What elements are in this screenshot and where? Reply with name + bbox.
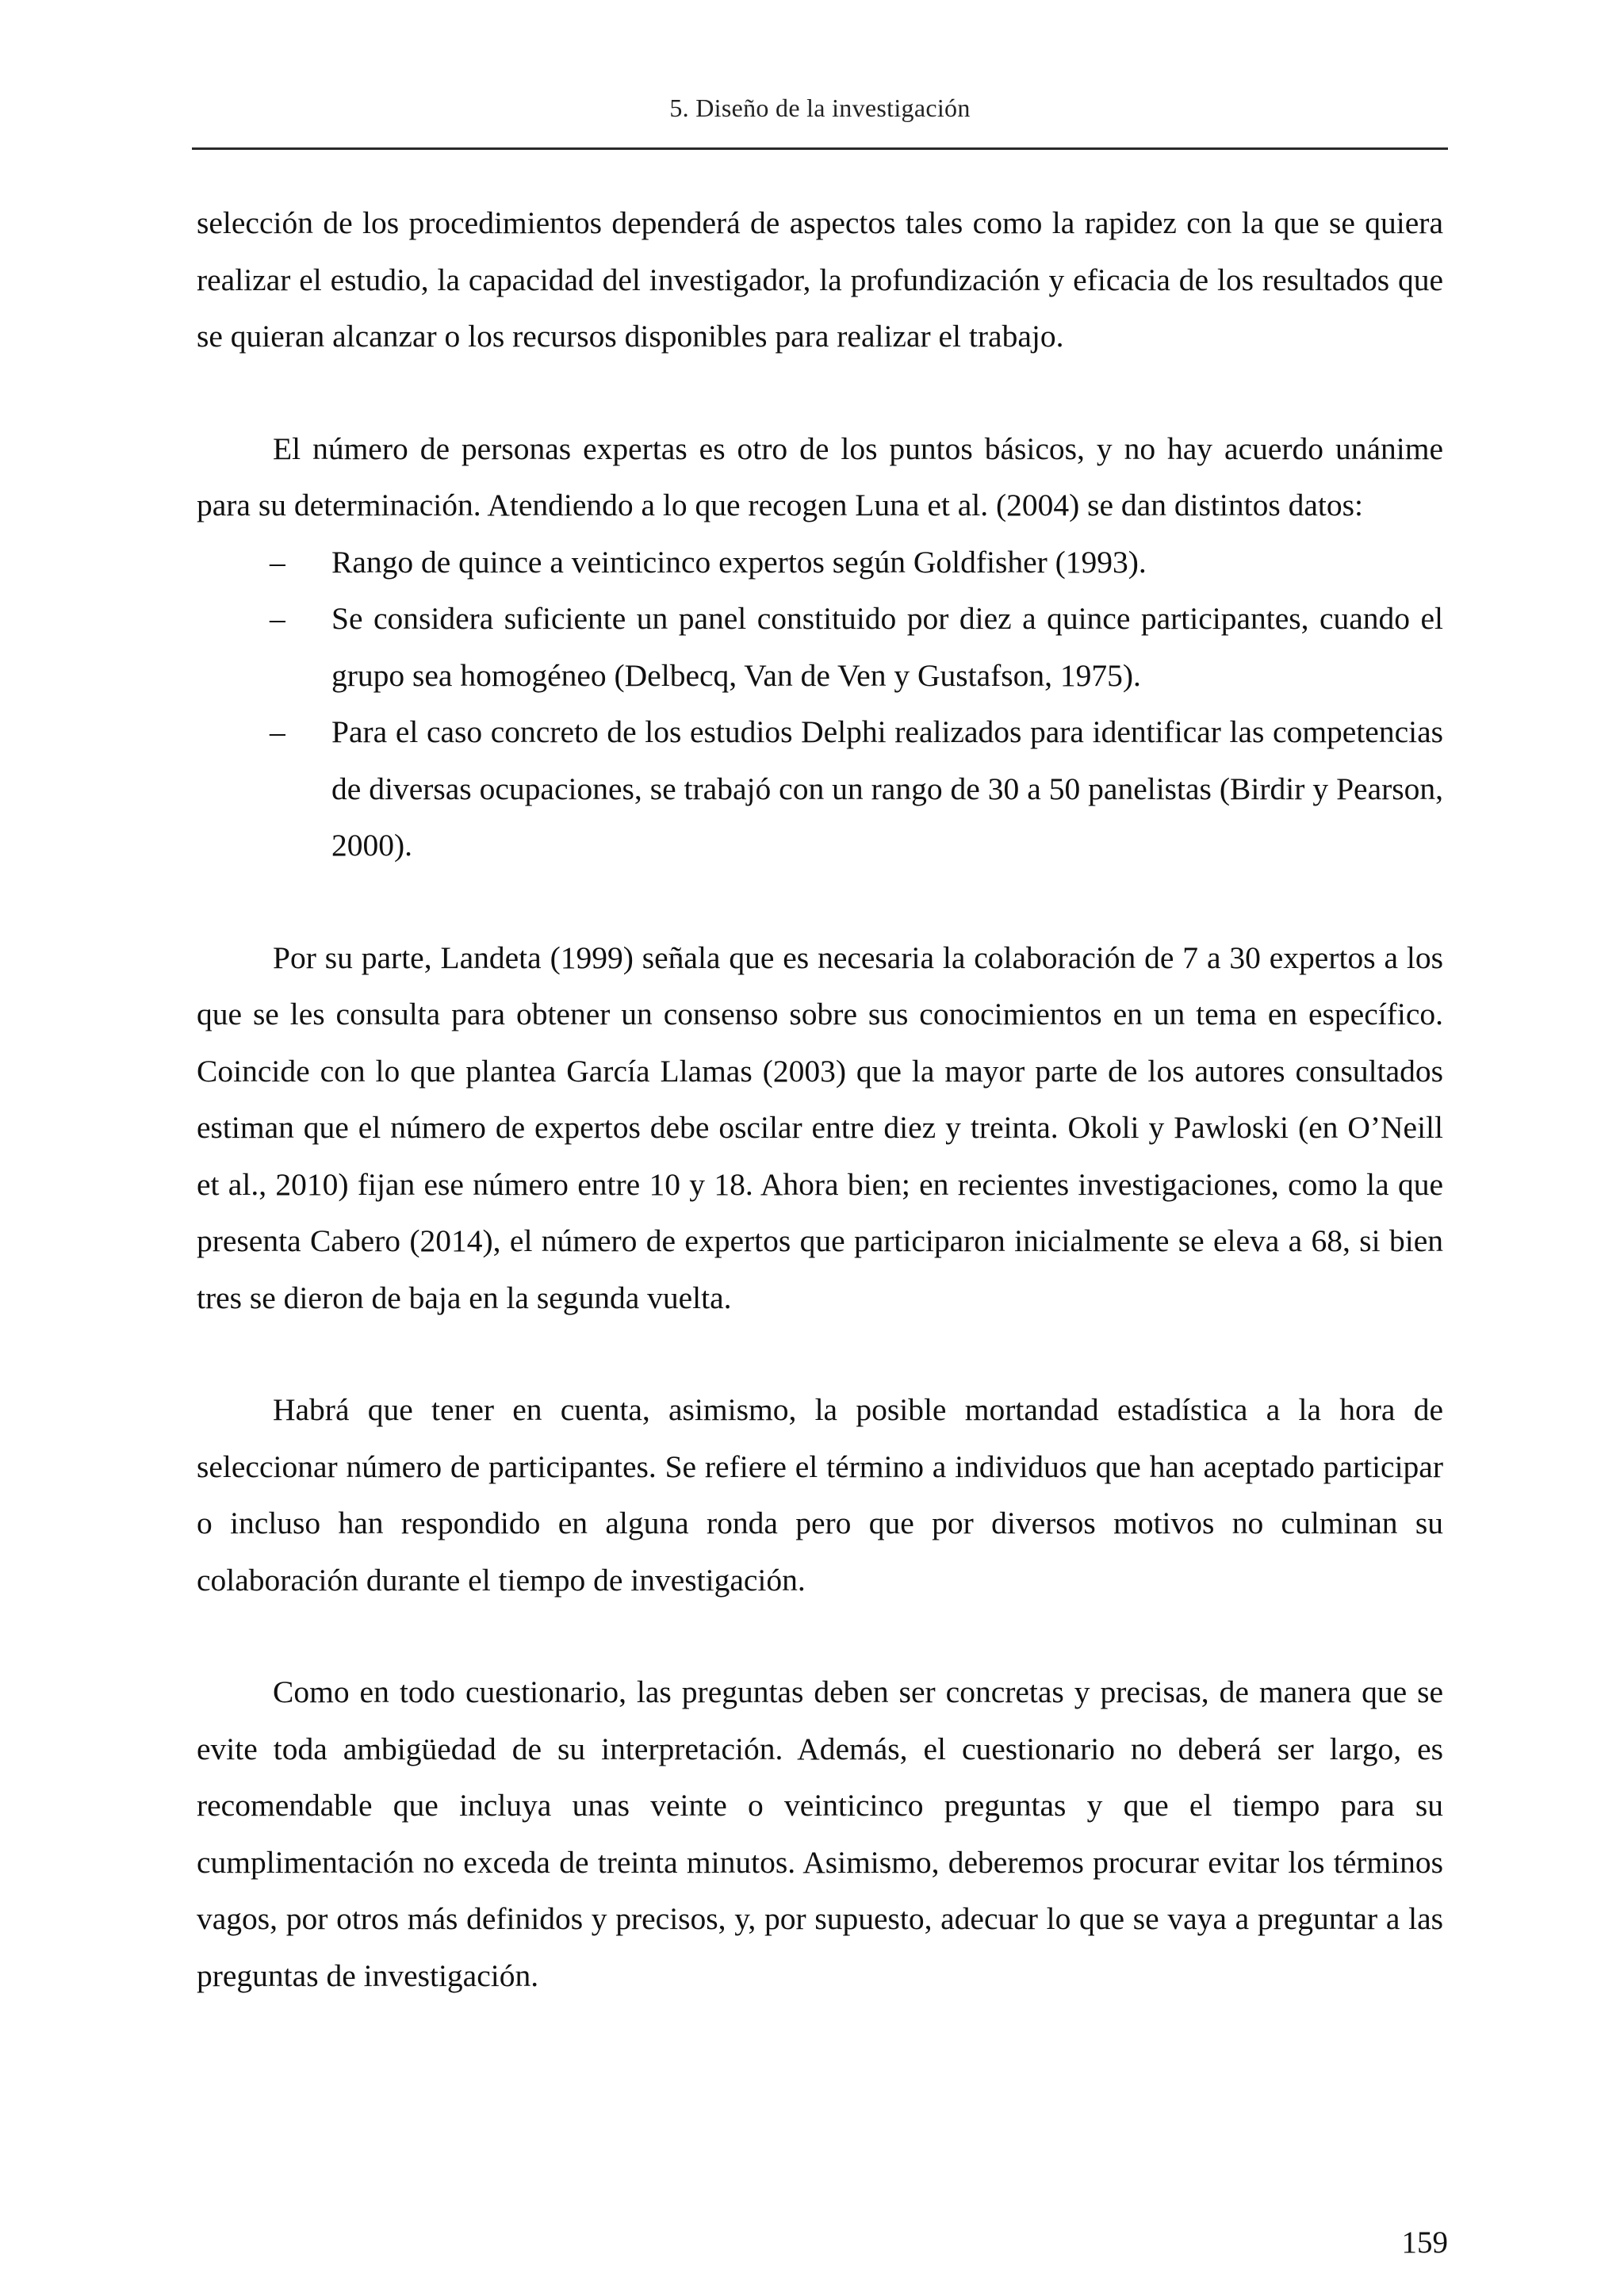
list-item-text: Para el caso concreto de los estudios Delphi realizados para identificar las competencias de diversas ocupaciones, se trabajó con un rango de 30 a 50 panelistas (Birdir y Pearson, 2000). (331, 714, 1443, 863)
page-body (197, 195, 1443, 2004)
list-item-text: Se considera suficiente un panel constituido por diez a quince participantes, cuando el grupo sea homogéneo (Delbecq, Van de Ven y Gustafson, 1975). (331, 601, 1443, 693)
page-header (192, 94, 1448, 150)
list-item (197, 591, 1443, 704)
dash-bullet: – (270, 714, 285, 749)
paragraph-gap (197, 874, 1443, 930)
paragraph-gap (197, 365, 1443, 421)
page-number: 159 (1401, 2225, 1448, 2260)
paragraph-expert-count: El número de personas expertas es otro de los puntos básicos, y no hay acuerdo unánime para su determinación. Atendiendo a lo que recogen Luna et al. (2004) se dan distintos datos: (197, 430, 1443, 522)
paragraph-mortality: Habrá que tener en cuenta, asimismo, la posible mortandad estadística a la hora de seleccionar número de participantes. Se refiere el término a individuos que han aceptado participar o incluso han respondido en alguna ronda pero que por diversos motivos no culminan su colaboración durante el tiempo de investigación. (197, 1392, 1443, 1598)
paragraph-questionnaire: Como en todo cuestionario, las preguntas deben ser concretas y precisas, de manera que se evite toda ambigüedad de su interpretación. Además, el cuestionario no deberá ser largo, es recomendable que incluya unas veinte o veinticinco preguntas y que el tiempo para su cumplimentación no exceda de treinta minutos. Asimismo, deberemos procurar evitar los términos vagos, por otros más definidos y precisos, y, por supuesto, adecuar lo que se vaya a preguntar a las preguntas de investigación. (197, 1674, 1443, 1993)
dash-bullet: – (270, 601, 285, 636)
paragraph-landeta: Por su parte, Landeta (1999) señala que es necesaria la colaboración de 7 a 30 expertos a los que se les consulta para obtener un consenso sobre sus conocimientos en un tema en específico. Coincide con lo que plantea García Llamas (2003) que la mayor parte de los autores consultados estiman que el número de expertos debe oscilar entre diez y treinta. Okoli y Pawloski (en O’Neill et al., 2010) fijan ese número entre 10 y 18. Ahora bien; en recientes investigaciones, como la que presenta Cabero (2014), el número de expertos que participaron inicialmente se eleva a 68, si bien tres se dieron de baja en la segunda vuelta. (197, 939, 1443, 1315)
paragraph-gap (197, 1326, 1443, 1382)
paragraph-gap (197, 1609, 1443, 1664)
running-header-title: 5. Diseño de la investigación (669, 94, 971, 122)
list-item-text: Rango de quince a veinticinco expertos según Goldfisher (1993). (331, 544, 1147, 580)
list-item (197, 704, 1443, 874)
paragraph-continuation: selección de los procedimientos dependerá de aspectos tales como la rapidez con la que se quiera realizar el estudio, la capacidad del investigador, la profundización y eficacia de los resultados que se quieran alcanzar o los recursos disponibles para realizar el trabajo. (197, 205, 1443, 354)
dash-bullet: – (270, 544, 285, 580)
expert-range-list (197, 534, 1443, 874)
list-item (197, 534, 1443, 591)
